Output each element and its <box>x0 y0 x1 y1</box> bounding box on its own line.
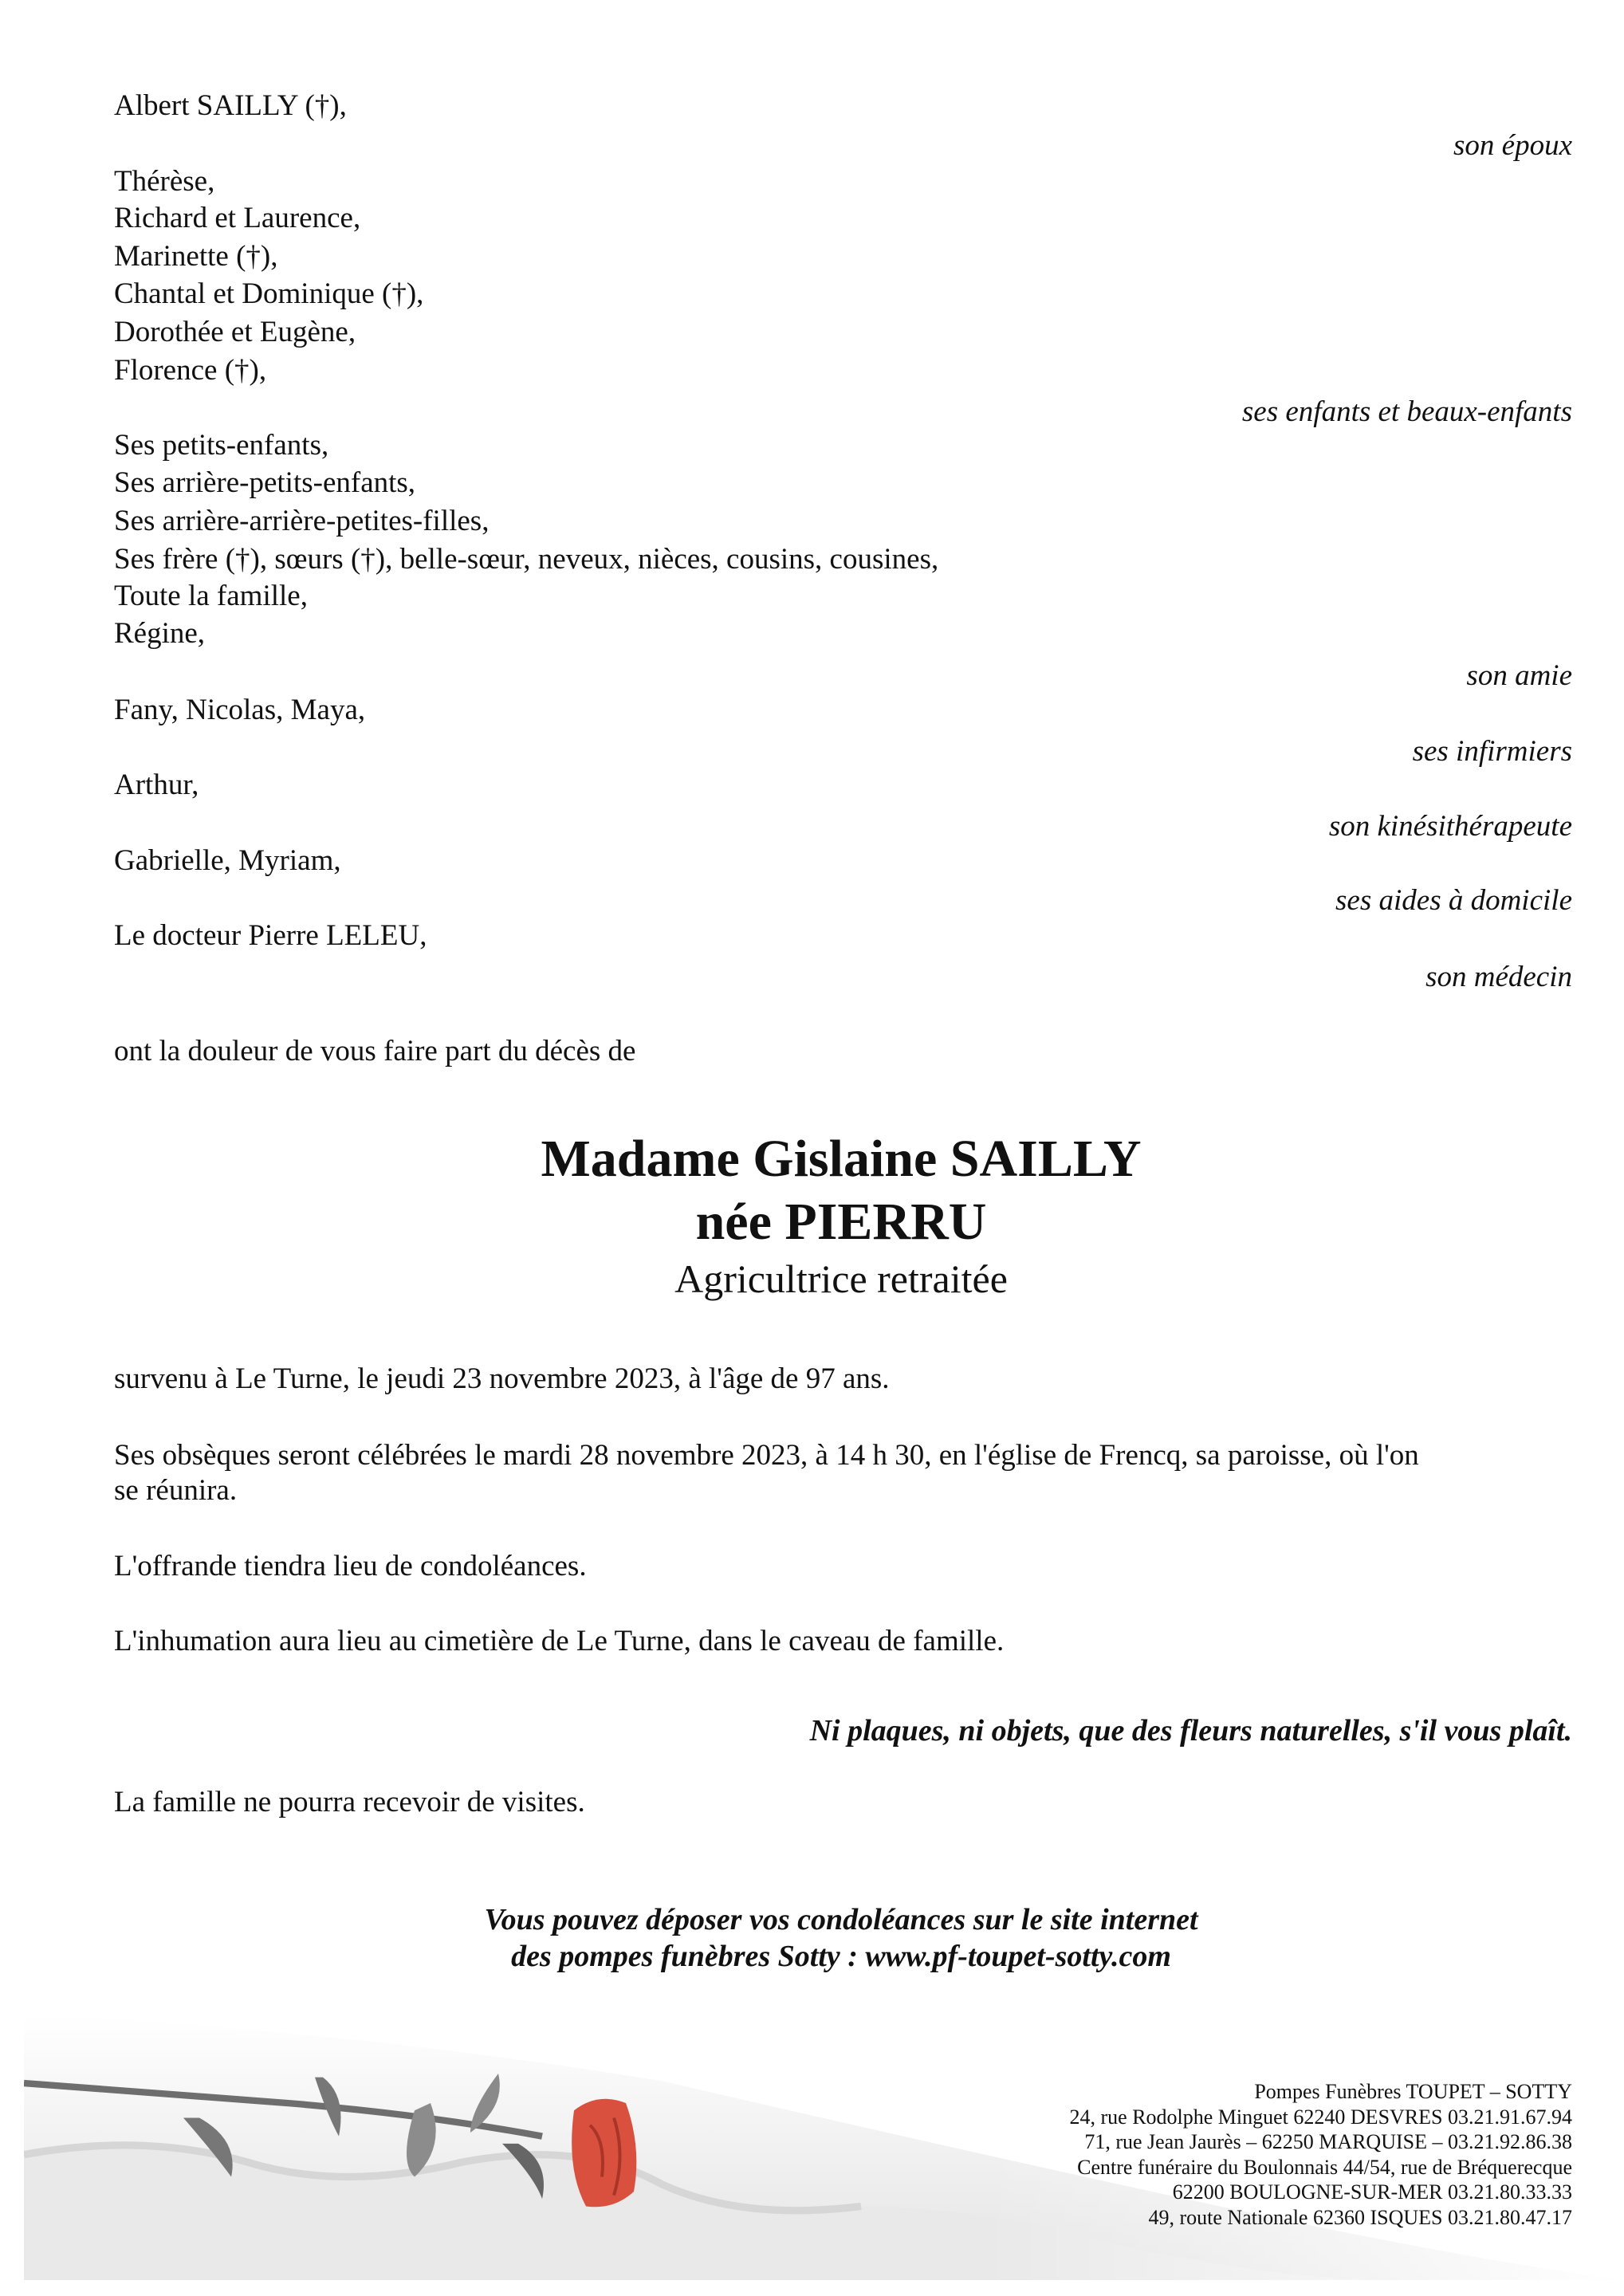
funeral-home-address: 71, rue Jean Jaurès – 62250 MARQUISE – 03.21.92.86.38 <box>1084 2130 1572 2153</box>
family-line: Gabrielle, Myriam, <box>114 844 341 877</box>
funeral-home-info <box>1070 2079 1573 2230</box>
intro-text: ont la douleur de vous faire part du décès de <box>114 1035 636 1067</box>
family-line: Marinette (†), <box>114 240 278 273</box>
relation-label: son époux <box>1453 129 1572 162</box>
deceased-name: Madame Gislaine SAILLY <box>541 1130 1142 1188</box>
burial-text: L'inhumation aura lieu au cimetière de Le Turne, dans le caveau de famille. <box>114 1625 1005 1657</box>
family-line: Dorothée et Eugène, <box>114 316 356 348</box>
family-line: Chantal et Dominique (†), <box>114 277 424 310</box>
family-line: Le docteur Pierre LELEU, <box>114 919 427 952</box>
deceased-occupation: Agricultrice retraitée <box>674 1256 1008 1301</box>
family-line: Ses arrière-petits-enfants, <box>114 466 416 499</box>
relation-label: son amie <box>1466 659 1572 692</box>
visits-text: La famille ne pourra recevoir de visites. <box>114 1786 585 1818</box>
funeral-text: Ses obsèques seront célébrées le mardi 28 novembre 2023, à 14 h 30, en l'église de Frencq, sa paroisse, où l'on <box>114 1439 1419 1472</box>
family-line: Florence (†), <box>114 354 267 387</box>
funeral-home-name: Pompes Funèbres TOUPET – SOTTY <box>1254 2080 1572 2103</box>
family-line: Albert SAILLY (†), <box>114 89 347 122</box>
funeral-home-address: 24, rue Rodolphe Minguet 62240 DESVRES 03.21.91.67.94 <box>1069 2105 1572 2129</box>
family-line: Régine, <box>114 617 206 650</box>
condolences-line-1: Vous pouvez déposer vos condoléances sur le site internet <box>484 1903 1198 1936</box>
family-line: Arthur, <box>114 769 199 801</box>
flowers-note: Ni plaques, ni objets, que des fleurs naturelles, s'il vous plaît. <box>809 1714 1572 1748</box>
relation-label: son kinésithérapeute <box>1328 810 1572 843</box>
funeral-home-address: 49, route Nationale 62360 ISQUES 03.21.80.47.17 <box>1148 2205 1572 2229</box>
family-line: Toute la famille, <box>114 580 308 612</box>
funeral-home-address: Centre funéraire du Boulonnais 44/54, rue de Bréquerecque <box>1077 2155 1572 2179</box>
relation-label: ses aides à domicile <box>1335 884 1572 917</box>
family-line: Fany, Nicolas, Maya, <box>114 694 366 726</box>
family-line: Ses petits-enfants, <box>114 429 329 462</box>
death-text: survenu à Le Turne, le jeudi 23 novembre 2023, à l'âge de 97 ans. <box>114 1362 890 1395</box>
family-line: Ses arrière-arrière-petites-filles, <box>114 505 490 537</box>
condolences-line-2: des pompes funèbres Sotty : www.pf-toupet-sotty.com <box>511 1940 1171 1973</box>
relation-label: son médecin <box>1425 961 1572 993</box>
family-line: Ses frère (†), sœurs (†), belle-sœur, neveux, nièces, cousins, cousines, <box>114 543 939 576</box>
family-line: Richard et Laurence, <box>114 202 361 234</box>
deceased-maiden-name: née PIERRU <box>695 1193 987 1251</box>
offering-text: L'offrande tiendra lieu de condoléances. <box>114 1550 587 1582</box>
funeral-home-address: 62200 BOULOGNE-SUR-MER 03.21.80.33.33 <box>1172 2180 1572 2204</box>
relation-label: ses enfants et beaux-enfants <box>1241 395 1572 428</box>
relation-label: ses infirmiers <box>1412 735 1572 768</box>
funeral-text-cont: se réunira. <box>114 1474 238 1507</box>
family-line: Thérèse, <box>114 165 215 198</box>
